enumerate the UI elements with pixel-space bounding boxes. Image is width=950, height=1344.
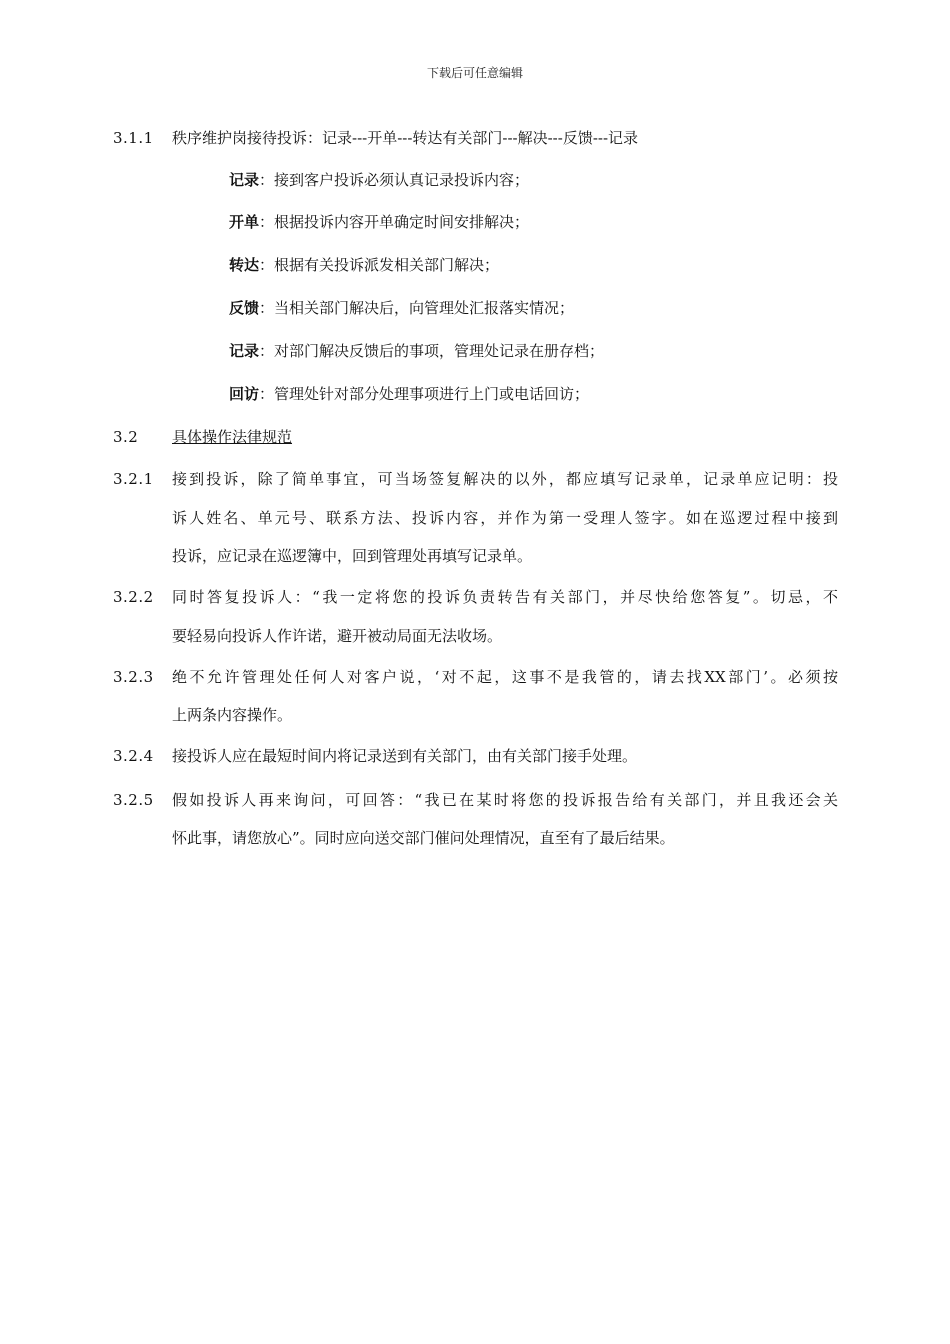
item-term: 回访 [229,385,260,403]
item-term: 开单 [229,213,260,231]
item-desc: ：接到客户投诉必须认真记录投诉内容； [259,171,530,189]
paragraph-line: 绝不允许管理处任何人对客户说，‘对不起，这事不是我管的，请去找XX部门’。必须按 [172,668,838,686]
section-number: 3.2.2 [113,588,154,606]
item-desc: ：根据有关投诉派发相关部门解决； [259,256,500,274]
section-number: 3.2.3 [113,668,154,686]
item-desc: ：根据投诉内容开单确定时间安排解决； [259,213,530,231]
item-term: 转达 [229,256,260,274]
list-item [229,170,529,190]
section-number: 3.2.4 [113,747,154,765]
item-desc: ：对部门解决反馈后的事项，管理处记录在册存档； [259,342,605,360]
paragraph-line: 接到投诉，除了简单事宜，可当场签复解决的以外，都应填写记录单，记录单应记明：投 [172,470,838,488]
item-term: 记录 [229,342,260,360]
item-term: 记录 [229,171,260,189]
paragraph-line: 上两条内容操作。 [172,706,293,724]
item-desc: ：当相关部门解决后，向管理处汇报落实情况； [259,299,575,317]
paragraph-line: 假如投诉人再来询问，可回答：“我已在某时将您的投诉报告给有关部门，并且我还会关 [172,791,838,809]
section-number: 3.2 [113,428,139,446]
list-item [229,298,574,318]
section-title: 具体操作法律规范 [172,428,293,446]
list-item [229,255,499,275]
paragraph-line: 投诉，应记录在巡逻簿中，回到管理处再填写记录单。 [172,547,533,565]
section-number: 3.2.5 [113,791,154,809]
item-term: 反馈 [229,299,260,317]
section-number: 3.1.1 [113,129,154,147]
page-header: 下载后可任意编辑 [426,66,523,80]
paragraph-line: 同时答复投诉人：“我一定将您的投诉负责转告有关部门，并尽快给您答复”。切忌，不 [172,588,838,606]
paragraph-line: 要轻易向投诉人作许诺，避开被动局面无法收场。 [172,627,503,645]
list-item [229,341,604,361]
paragraph-line: 诉人姓名、单元号、联系方法、投诉内容，并作为第一受理人签字。如在巡逻过程中接到 [172,509,838,527]
paragraph-line: 接投诉人应在最短时间内将记录送到有关部门，由有关部门接手处理。 [172,747,638,765]
paragraph-line: 怀此事，请您放心”。同时应向送交部门催问处理情况，直至有了最后结果。 [172,829,675,847]
section-number: 3.2.1 [113,470,154,488]
list-item [229,212,529,232]
section-text: 秩序维护岗接待投诉：记录---开单---转达有关部门---解决---反馈---记录 [172,129,639,147]
item-desc: ：管理处针对部分处理事项进行上门或电话回访； [259,385,590,403]
list-item [229,384,589,404]
